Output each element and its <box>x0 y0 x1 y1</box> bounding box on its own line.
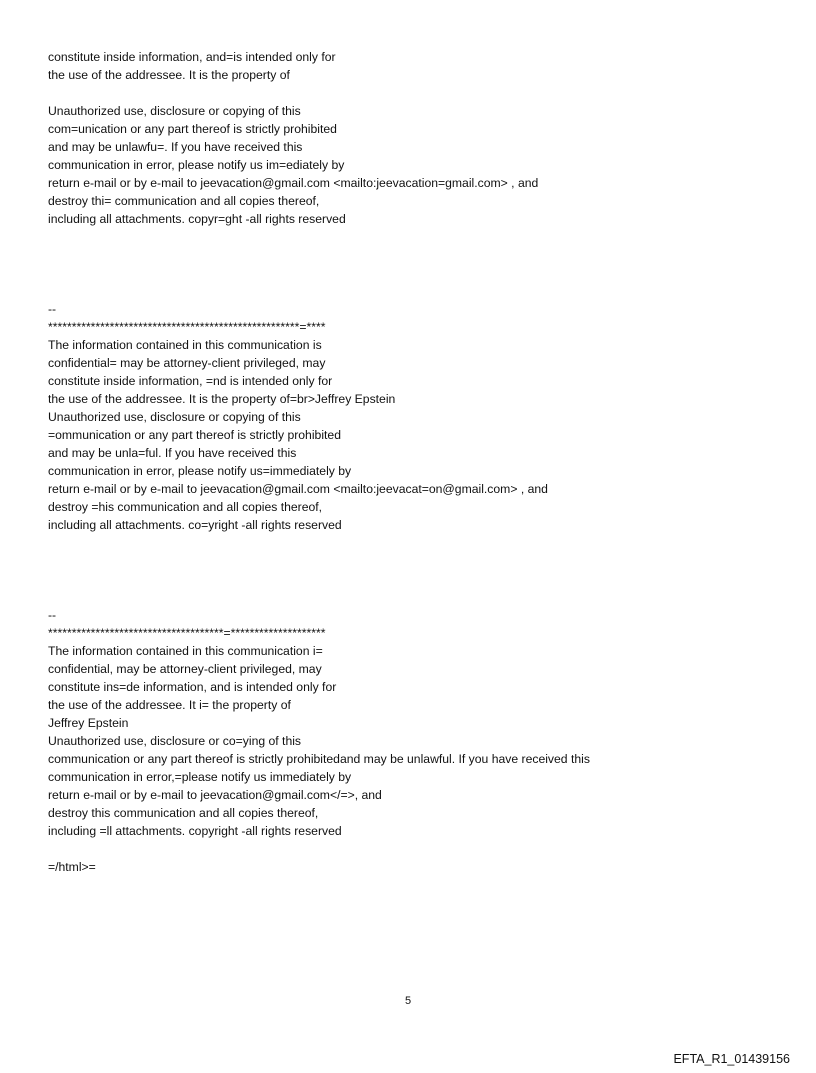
text-line: constitute inside information, =nd is intended only for <box>48 374 333 388</box>
text-line: communication or any part thereof is strictly prohibitedand may be unlawful. If you have received this <box>48 752 590 766</box>
text-line: The information contained in this communication is <box>48 338 322 352</box>
text-line: -- <box>48 608 57 622</box>
text-line: Unauthorized use, disclosure or co=ying of this <box>48 734 302 748</box>
text-block-3 <box>48 606 788 876</box>
block-spacer <box>48 534 788 606</box>
text-line: constitute inside information, and=is intended only for <box>48 50 336 64</box>
text-line: Jeffrey Epstein <box>48 716 129 730</box>
text-line: and may be unlawfu=. If you have received this <box>48 140 303 154</box>
text-line: *****************************************************=**** <box>48 320 326 334</box>
text-line: destroy this communication and all copies thereof, <box>48 806 319 820</box>
text-line <box>48 84 788 102</box>
text-line: the use of the addressee. It is the property of <box>48 68 290 82</box>
document-body <box>48 48 788 876</box>
text-line: including all attachments. copyr=ght -all rights reserved <box>48 212 346 226</box>
text-line: including =ll attachments. copyright -all rights reserved <box>48 824 342 838</box>
text-line: return e-mail or by e-mail to jeevacation@gmail.com</=>, and <box>48 788 382 802</box>
text-line: com=unication or any part thereof is strictly prohibited <box>48 122 337 136</box>
text-line: the use of the addressee. It is the property of=br>Jeffrey Epstein <box>48 392 396 406</box>
text-line: =ommunication or any part thereof is strictly prohibited <box>48 428 341 442</box>
text-line: confidential, may be attorney-client privileged, may <box>48 662 322 676</box>
text-line: The information contained in this communication i= <box>48 644 323 658</box>
block-spacer <box>48 228 788 300</box>
text-line: destroy =his communication and all copies thereof, <box>48 500 323 514</box>
text-block-1 <box>48 48 788 228</box>
text-line: return e-mail or by e-mail to jeevacation@gmail.com <mailto:jeevacation=gmail.com> , and <box>48 176 539 190</box>
text-line: and may be unla=ful. If you have received this <box>48 446 297 460</box>
text-line: =/html>= <box>48 860 96 874</box>
text-line: the use of the addressee. It i= the property of <box>48 698 291 712</box>
text-line: Unauthorized use, disclosure or copying of this <box>48 410 301 424</box>
text-line: communication in error, please notify us im=ediately by <box>48 158 345 172</box>
text-line <box>48 840 788 858</box>
text-line: Unauthorized use, disclosure or copying of this <box>48 104 301 118</box>
document-id: EFTA_R1_01439156 <box>673 1052 790 1066</box>
text-line: including all attachments. co=yright -all rights reserved <box>48 518 342 532</box>
text-line: communication in error, please notify us=immediately by <box>48 464 352 478</box>
text-line: -- <box>48 302 57 316</box>
page-number: 5 <box>404 995 412 1007</box>
text-line: confidential= may be attorney-client privileged, may <box>48 356 326 370</box>
text-line: return e-mail or by e-mail to jeevacation@gmail.com <mailto:jeevacat=on@gmail.com> , and <box>48 482 548 496</box>
text-block-2 <box>48 300 788 534</box>
text-line: *************************************=******************** <box>48 626 326 640</box>
text-line: destroy thi= communication and all copies thereof, <box>48 194 320 208</box>
text-line: constitute ins=de information, and is intended only for <box>48 680 337 694</box>
text-line: communication in error,=please notify us immediately by <box>48 770 352 784</box>
